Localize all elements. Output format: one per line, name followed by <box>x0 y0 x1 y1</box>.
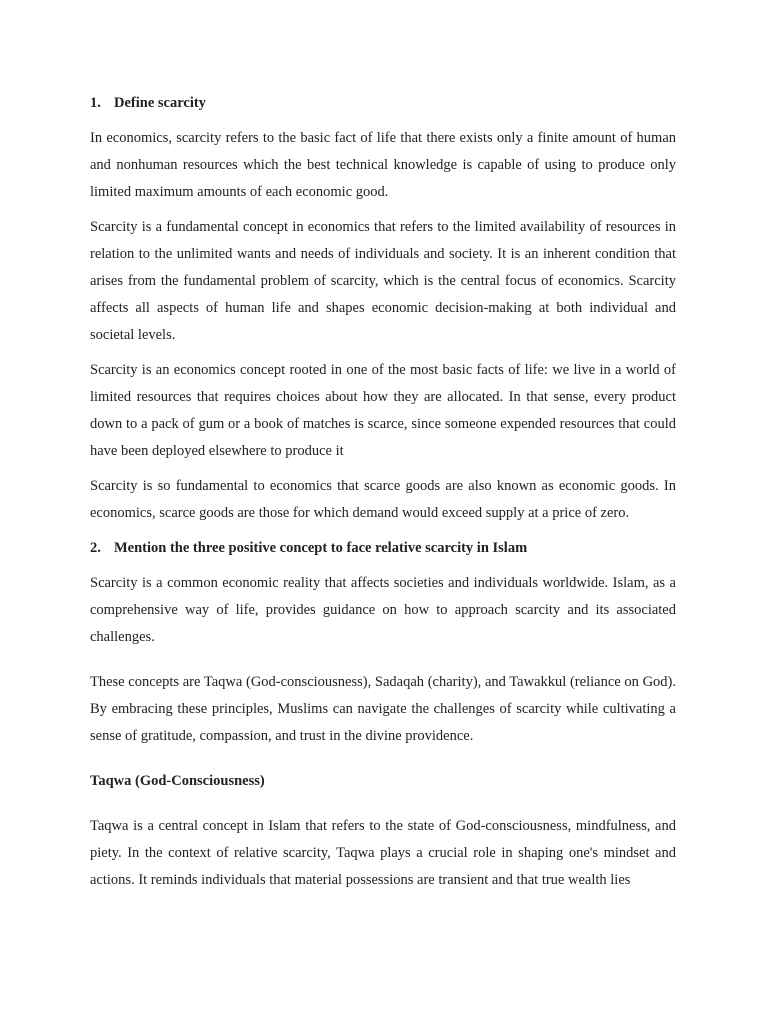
section-2-number: 2. <box>90 540 101 556</box>
section-1-heading <box>90 90 676 117</box>
taqwa-paragraph: Taqwa is a central concept in Islam that refers to the state of God-consciousness, mindfulness, and piety. In the context of relative scarcity, Taqwa plays a crucial role in shaping one's mindset and actions. It reminds individuals that material possessions are transient and that true wealth lies <box>90 818 676 888</box>
section-1-title: Define scarcity <box>114 95 206 111</box>
taqwa-subheading: Taqwa (God-Consciousness) <box>90 773 265 789</box>
section-1-paragraph-4: Scarcity is so fundamental to economics that scarce goods are also known as economic goods. In economics, scarce goods are those for which demand would exceed supply at a price of zero. <box>90 478 676 521</box>
section-1-number: 1. <box>90 95 101 111</box>
section-1-paragraph-1: In economics, scarcity refers to the basic fact of life that there exists only a finite amount of human and nonhuman resources which the best technical knowledge is capable of using to produce only limited maximum amounts of each economic good. <box>90 130 676 200</box>
section-2-heading <box>90 535 676 562</box>
section-2-title: Mention the three positive concept to face relative scarcity in Islam <box>114 540 528 556</box>
section-2-paragraph-1: Scarcity is a common economic reality that affects societies and individuals worldwide. Islam, as a comprehensive way of life, provides guidance on how to approach scarcity and its associated challenges. <box>90 575 676 645</box>
section-1-paragraph-3: Scarcity is an economics concept rooted in one of the most basic facts of life: we live in a world of limited resources that requires choices about how they are allocated. In that sense, every product down to a pack of gum or a book of matches is scarce, since someone expended resources that could have been deployed elsewhere to produce it <box>90 362 676 459</box>
section-2-paragraph-2: These concepts are Taqwa (God-consciousness), Sadaqah (charity), and Tawakkul (reliance on God). By embracing these principles, Muslims can navigate the challenges of scarcity while cultivating a sense of gratitude, compassion, and trust in the divine providence. <box>90 674 676 744</box>
section-1-paragraph-2: Scarcity is a fundamental concept in economics that refers to the limited availability of resources in relation to the unlimited wants and needs of individuals and society. It is an inherent condition that arises from the fundamental problem of scarcity, which is the central focus of economics. Scarcity affects all aspects of human life and shapes economic decision-making at both individual and societal levels. <box>90 219 676 343</box>
document-page <box>90 90 676 902</box>
